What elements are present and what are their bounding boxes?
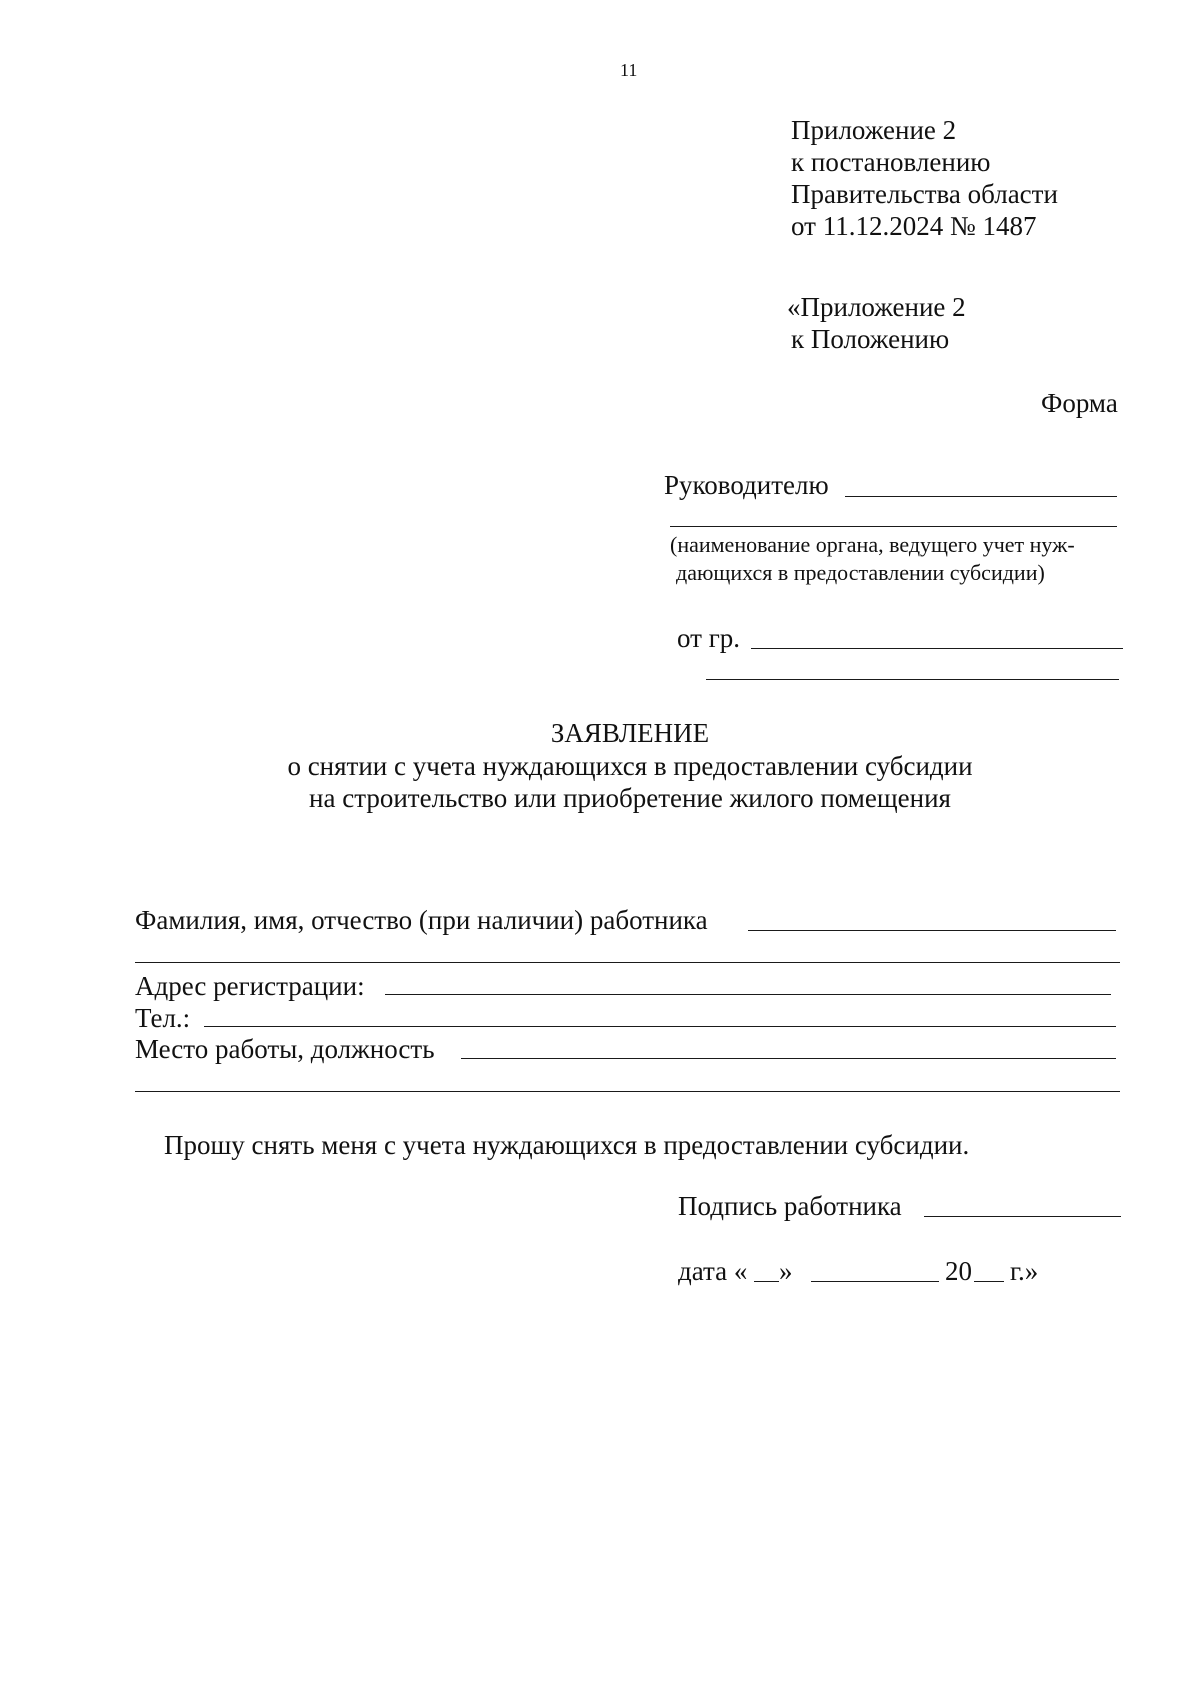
fio-label: Фамилия, имя, отчество (при наличии) работника (135, 905, 708, 935)
date-month-line[interactable] (811, 1281, 939, 1282)
addressee-head-label: Руководителю (664, 470, 829, 500)
from-line-2[interactable] (706, 679, 1119, 680)
appendix-inner-line-2: к Положению (791, 324, 950, 354)
form-label: Форма (1041, 388, 1118, 418)
from-line-1[interactable] (751, 648, 1123, 649)
fio-line-2[interactable] (135, 962, 1120, 963)
title-heading: ЗАЯВЛЕНИЕ (550, 718, 710, 748)
work-line-1[interactable] (461, 1058, 1116, 1059)
address-line[interactable] (385, 994, 1111, 995)
date-prefix: дата « (678, 1256, 748, 1286)
request-text: Прошу снять меня с учета нуждающихся в предоставлении субсидии. (164, 1130, 970, 1160)
appendix-inner-line-1: «Приложение 2 (787, 292, 966, 322)
work-label: Место работы, должность (135, 1034, 435, 1064)
appendix-line-2: к постановлению (791, 147, 991, 177)
appendix-line-1: Приложение 2 (791, 115, 957, 145)
year-suffix: г.» (1010, 1256, 1039, 1286)
title-subtitle-2: на строительство или приобретение жилого помещения (309, 783, 951, 813)
signature-line[interactable] (924, 1216, 1121, 1217)
phone-line[interactable] (204, 1026, 1116, 1027)
appendix-line-4: от 11.12.2024 № 1487 (791, 211, 1037, 241)
addressee-org-line[interactable] (670, 526, 1117, 527)
work-line-2[interactable] (135, 1091, 1120, 1092)
addressee-caption-line-1: (наименование органа, ведущего учет нуж- (670, 532, 1075, 557)
title-subtitle-1: о снятии с учета нуждающихся в предоставлении субсидии (287, 751, 973, 781)
signature-label: Подпись работника (678, 1191, 902, 1221)
address-label: Адрес регистрации: (135, 971, 365, 1001)
from-label: от гр. (677, 623, 741, 653)
fio-line-1[interactable] (748, 930, 1116, 931)
addressee-caption-line-2: дающихся в предоставлении субсидии) (676, 560, 1045, 585)
date-year-line[interactable] (974, 1281, 1004, 1282)
page-number: 11 (620, 60, 638, 80)
phone-label: Тел.: (135, 1003, 191, 1033)
year-prefix: 20 (945, 1256, 972, 1286)
addressee-head-line[interactable] (845, 496, 1117, 497)
date-day-line[interactable] (754, 1281, 779, 1282)
appendix-line-3: Правительства области (791, 179, 1058, 209)
date-quote-close: » (779, 1256, 793, 1286)
